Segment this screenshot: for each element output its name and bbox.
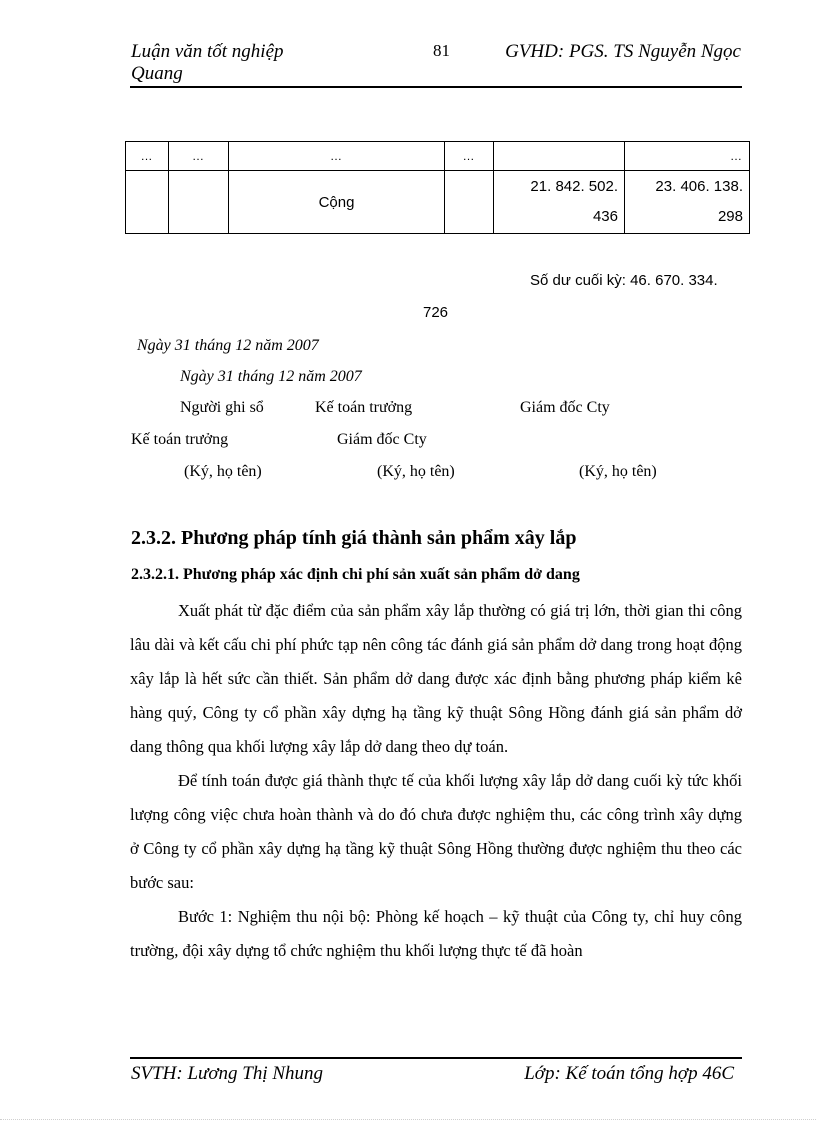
signer-director-repeat: Giám đốc Cty	[337, 431, 427, 448]
table-cell	[494, 142, 625, 171]
table-cell	[169, 171, 229, 234]
header-left-title: Luận văn tốt nghiệp	[131, 41, 284, 62]
credit-total-line2: 298	[717, 208, 743, 225]
signer-bookkeeper: Người ghi sổ	[180, 399, 264, 416]
header-right-supervisor: GVHD: PGS. TS Nguyễn Ngọc	[505, 41, 741, 62]
table-row-total	[126, 171, 750, 234]
table-cell	[445, 171, 494, 234]
table-cell: …	[445, 142, 494, 171]
ledger-table	[125, 141, 750, 234]
credit-total-line1: 23. 406. 138.	[655, 178, 743, 195]
table-row-ellipsis	[126, 142, 750, 171]
body-text	[130, 594, 742, 968]
signer-chief-accountant: Kế toán trưởng	[315, 399, 413, 416]
paragraph: Để tính toán được giá thành thực tế của khối lượng xây lắp dở dang cuối kỳ tức khối lượng công việc chưa hoàn thành và do đó chưa được nghiệm thu, các công trình xây dựng ở Công ty cổ phần xây dựng hạ tầng kỹ thuật Sông Hồng thường được nghiệm thu theo các bước sau:	[130, 771, 742, 892]
closing-balance: Số dư cuối kỳ: 46. 670. 334.	[530, 272, 718, 289]
subsection-heading: 2.3.2.1. Phương pháp xác định chi phí sản xuất sản phẩm dở dang	[131, 566, 580, 583]
date-line-2: Ngày 31 tháng 12 năm 2007	[180, 368, 362, 385]
header-left-title-continued: Quang	[131, 63, 183, 84]
table-cell	[126, 171, 169, 234]
section-heading: 2.3.2. Phương pháp tính giá thành sản phẩm xây lắp	[131, 527, 577, 549]
table-cell: …	[229, 142, 445, 171]
debit-total-line2: 436	[592, 208, 618, 225]
sign-note: (Ký, họ tên)	[579, 463, 657, 480]
header-rule	[130, 86, 742, 88]
credit-total	[625, 171, 750, 234]
sign-note: (Ký, họ tên)	[184, 463, 262, 480]
footer-rule	[130, 1057, 742, 1059]
date-line-1: Ngày 31 tháng 12 năm 2007	[137, 337, 319, 354]
total-label: Cộng	[229, 171, 445, 234]
page-number: 81	[433, 41, 450, 60]
page-edge	[0, 1119, 816, 1120]
table-cell: …	[625, 142, 750, 171]
sign-note: (Ký, họ tên)	[377, 463, 455, 480]
footer-student: SVTH: Lương Thị Nhung	[131, 1063, 324, 1084]
signer-chief-accountant-repeat: Kế toán trưởng	[131, 431, 229, 448]
paragraph: Xuất phát từ đặc điểm của sản phẩm xây lắp thường có giá trị lớn, thời gian thi công lâu dài và kết cấu chi phí phức tạp nên công tác đánh giá sản phẩm dở dang trong hoạt động xây lắp là hết sức cần thiết. Sản phẩm dở dang được xác định bằng phương pháp kiểm kê hàng quý, Công ty cổ phần xây dựng hạ tầng kỹ thuật Sông Hồng đánh giá sản phẩm dở dang thông qua khối lượng xây lắp dở dang theo dự toán.	[130, 601, 742, 756]
signer-director: Giám đốc Cty	[520, 399, 610, 416]
table-cell: …	[169, 142, 229, 171]
closing-balance-continued: 726	[423, 304, 449, 321]
debit-total-line1: 21. 842. 502.	[530, 178, 618, 195]
paragraph: Bước 1: Nghiệm thu nội bộ: Phòng kế hoạch – kỹ thuật của Công ty, chỉ huy công trường, đội xây dựng tổ chức nghiệm thu khối lượng thực tế đã hoàn	[130, 907, 742, 960]
table-cell: …	[126, 142, 169, 171]
footer-class: Lớp: Kế toán tổng hợp 46C	[524, 1063, 734, 1084]
debit-total	[494, 171, 625, 234]
